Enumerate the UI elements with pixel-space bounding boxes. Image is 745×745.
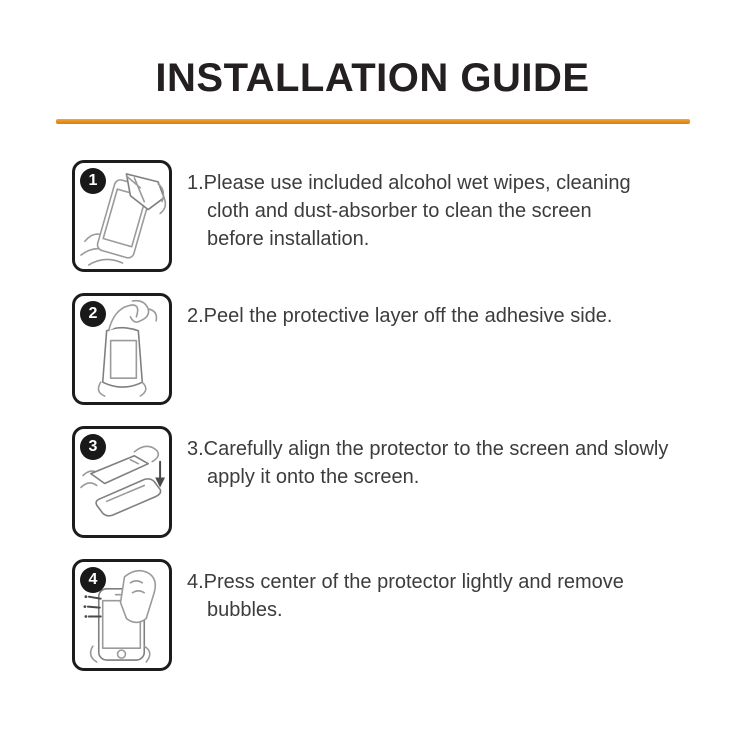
step-1-number-badge: 1 <box>80 168 106 194</box>
step-1-text <box>187 160 631 253</box>
step-text-line: apply it onto the screen. <box>207 466 420 488</box>
step-1-illustration-box <box>72 160 172 272</box>
step-3-illustration-box <box>72 426 172 538</box>
step-text-line: before installation. <box>207 228 370 250</box>
step-4-number-badge: 4 <box>80 567 106 593</box>
step-row-2 <box>72 293 692 405</box>
step-2-number-badge: 2 <box>80 301 106 327</box>
step-3-number-badge: 3 <box>80 434 106 460</box>
step-3-text <box>187 426 668 491</box>
step-2-illustration-box <box>72 293 172 405</box>
title-divider-line <box>56 119 690 124</box>
step-text-line: 3.Carefully align the protector to the screen and slowly <box>187 438 669 460</box>
steps-list <box>72 160 692 692</box>
step-text-line: 4.Press center of the protector lightly and remove <box>187 571 624 593</box>
step-2-text <box>187 293 612 330</box>
step-row-3 <box>72 426 692 538</box>
step-row-4 <box>72 559 692 671</box>
page-title: INSTALLATION GUIDE <box>155 56 590 100</box>
step-4-illustration-box <box>72 559 172 671</box>
step-text-line: 2.Peel the protective layer off the adhesive side. <box>187 305 613 327</box>
step-row-1 <box>72 160 692 272</box>
step-text-line: 1.Please use included alcohol wet wipes, cleaning <box>187 172 631 194</box>
step-text-line: cloth and dust-absorber to clean the screen <box>207 200 592 222</box>
step-text-line: bubbles. <box>207 599 283 621</box>
step-4-text <box>187 559 624 624</box>
